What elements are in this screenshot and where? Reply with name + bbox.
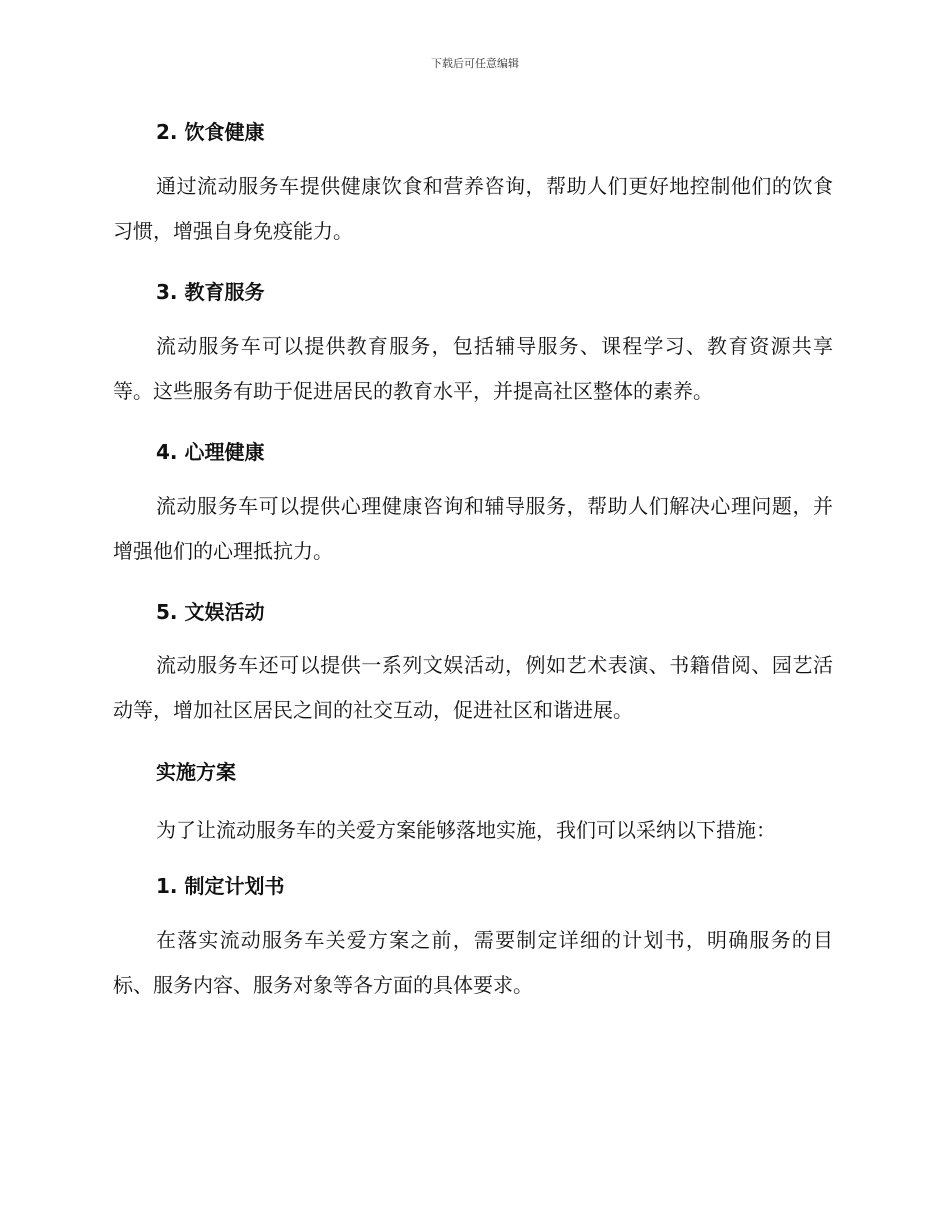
paragraph-implementation: 为了让流动服务车的关爱方案能够落地实施，我们可以采纳以下措施： [156, 818, 776, 842]
paragraph-plan: 在落实流动服务车关爱方案之前，需要制定详细的计划书，明确服务的目标、服务内容、服务对象等各方面的具体要求。 [113, 928, 833, 997]
paragraph-education: 流动服务车可以提供教育服务，包括辅导服务、课程学习、教育资源共享等。这些服务有助于促进居民的教育水平，并提高社区整体的素养。 [113, 334, 833, 403]
page-header-note: 下载后可任意编辑 [431, 57, 519, 70]
section-heading-education: 3. 教育服务 [156, 280, 265, 304]
section-heading-recreation: 5. 文娱活动 [156, 600, 265, 624]
section-heading-implementation: 实施方案 [156, 760, 236, 784]
section-heading-mental-health: 4. 心理健康 [156, 440, 265, 464]
paragraph-diet: 通过流动服务车提供健康饮食和营养咨询，帮助人们更好地控制他们的饮食习惯，增强自身免疫能力。 [113, 174, 833, 243]
section-heading-diet: 2. 饮食健康 [156, 120, 265, 144]
section-heading-plan: 1. 制定计划书 [156, 874, 285, 898]
paragraph-mental-health: 流动服务车可以提供心理健康咨询和辅导服务，帮助人们解决心理问题，并增强他们的心理抵抗力。 [113, 494, 833, 563]
paragraph-recreation: 流动服务车还可以提供一系列文娱活动，例如艺术表演、书籍借阅、园艺活动等，增加社区居民之间的社交互动，促进社区和谐进展。 [113, 653, 833, 722]
